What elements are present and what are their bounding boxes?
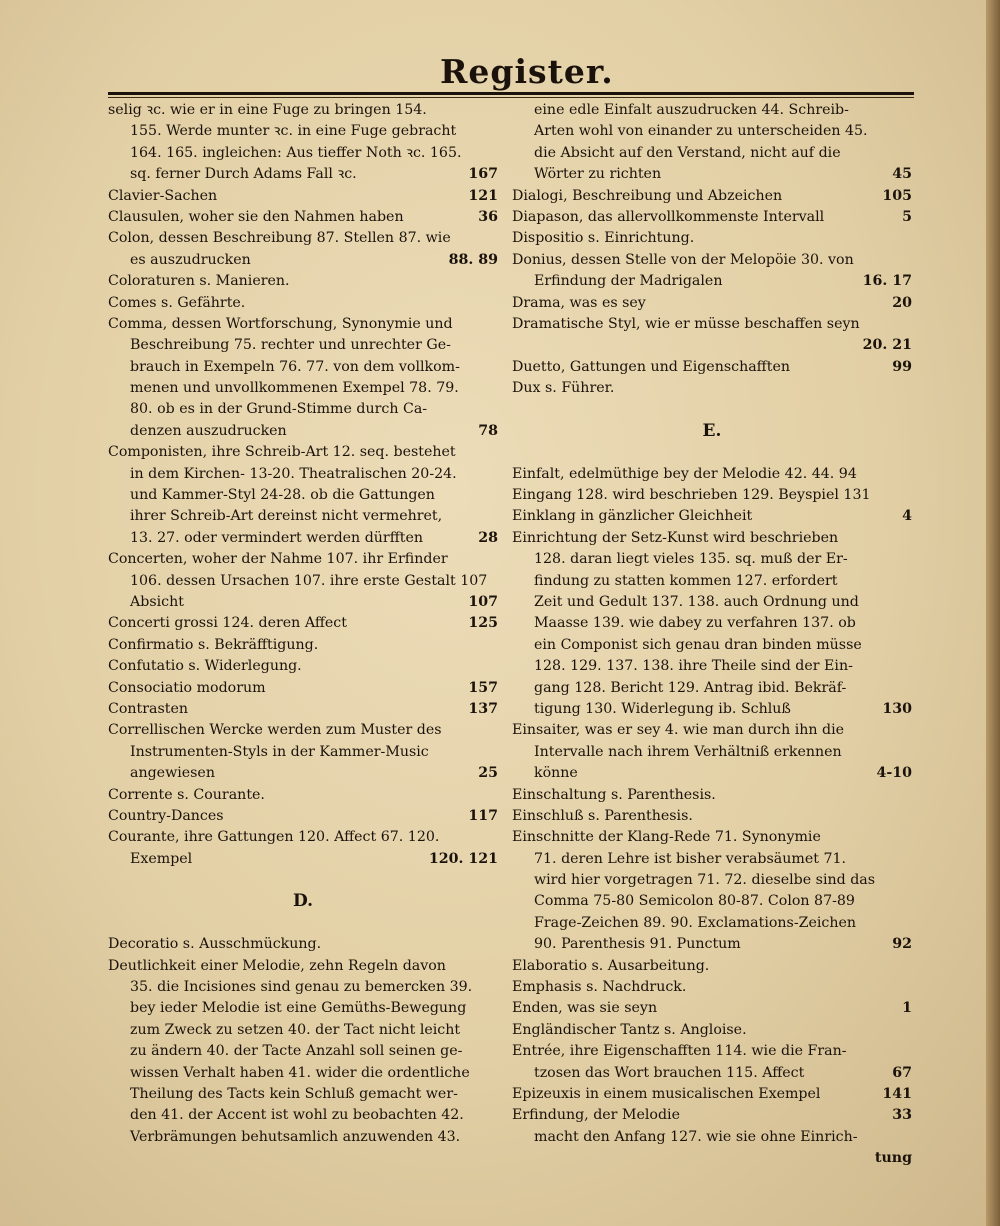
index-entry-line: [512, 763, 912, 784]
index-entry-line: [512, 849, 912, 870]
index-entry-line: [108, 378, 498, 399]
entry-text: Colon, dessen Beschreibung 87. Stellen 87. wie: [108, 230, 451, 247]
index-entry-line: [108, 314, 498, 335]
index-entry-line: [108, 699, 498, 720]
entry-text: Einsaiter, was er sey 4. wie man durch ihn die: [512, 722, 845, 739]
index-entry-line: [108, 656, 498, 677]
left-column: [108, 100, 498, 1148]
entry-text: selig ꝛc. wie er in eine Fuge zu bringen 154.: [108, 102, 427, 118]
index-entry-line: [512, 464, 912, 485]
entry-page-number: tung: [874, 1150, 912, 1167]
index-entry-line: [512, 528, 912, 549]
entry-text: Confutatio s. Widerlegung.: [108, 658, 302, 675]
index-entry-line: [512, 699, 912, 720]
index-entry-line: [512, 228, 912, 249]
entry-text: die Absicht auf den Verstand, nicht auf die: [534, 144, 841, 161]
index-entry-line: [108, 357, 498, 378]
entry-text: Dialogi, Beschreibung und Abzeichen: [512, 187, 783, 204]
index-entry-line: [512, 549, 912, 570]
index-entry-line: [108, 1041, 498, 1062]
index-entry-line: [108, 1084, 498, 1105]
entry-text: Concerti grossi 124. deren Affect: [108, 615, 347, 632]
entry-text: Coloraturen s. Manieren.: [108, 273, 290, 290]
entry-text: Beschreibung 75. rechter und unrechter Ge-: [130, 337, 451, 354]
entry-page-number: 25: [478, 765, 498, 782]
entry-text: 128. daran liegt vieles 135. sq. muß der Er-: [534, 551, 848, 568]
index-entry-line: [512, 100, 912, 121]
entry-text: Einschaltung s. Parenthesis.: [512, 786, 716, 803]
index-entry-line: [108, 271, 498, 292]
entry-text: Intervalle nach ihrem Verhältniß erkennen: [534, 743, 842, 760]
entry-text: Drama, was es sey: [512, 294, 646, 311]
entry-text: findung zu statten kommen 127. erfordert: [534, 572, 838, 589]
entry-text: 106. dessen Ursachen 107. ihre erste Gestalt 107: [130, 572, 488, 589]
index-entry-line: [512, 998, 912, 1019]
blank-line: [512, 442, 912, 463]
entry-text: 164. 165. ingleichen: Aus tieffer Noth ꝛc. 165.: [130, 144, 462, 161]
index-entry-line: [108, 164, 498, 185]
index-entry-line: [512, 378, 912, 399]
index-entry-line: [512, 956, 912, 977]
entry-text: Entrée, ihre Eigenschafften 114. wie die Fran-: [512, 1043, 847, 1060]
entry-page-number: 5: [902, 208, 912, 225]
index-entry-line: [108, 1105, 498, 1126]
entry-page-number: 130: [882, 700, 912, 717]
entry-page-number: 107: [468, 593, 498, 610]
entry-text: gang 128. Bericht 129. Antrag ibid. Bekräf-: [534, 679, 847, 696]
entry-page-number: 105: [882, 187, 912, 204]
entry-text: Instrumenten-Styls in der Kammer-Music: [130, 743, 429, 760]
entry-text: bey ieder Melodie ist eine Gemüths-Bewegung: [130, 1000, 467, 1017]
entry-page-number: 45: [892, 166, 912, 183]
entry-text: tigung 130. Widerlegung ib. Schluß: [534, 700, 791, 717]
index-entry-line: [512, 827, 912, 848]
index-entry-line: [108, 421, 498, 442]
entry-text: Contrasten: [108, 700, 188, 717]
index-entry-line: [512, 870, 912, 891]
index-entry-line: [512, 1063, 912, 1084]
entry-page-number: 88. 89: [448, 251, 498, 268]
entry-text: Comma, dessen Wortforschung, Synonymie und: [108, 315, 453, 332]
section-letter-heading: D.: [292, 891, 314, 912]
entry-text: Einschluß s. Parenthesis.: [512, 807, 693, 824]
entry-text: Comes s. Gefährte.: [108, 294, 246, 311]
index-entry-line: [108, 228, 498, 249]
entry-text: Diapason, das allervollkommenste Intervall: [512, 208, 825, 225]
entry-text: wird hier vorgetragen 71. 72. dieselbe sind das: [534, 872, 876, 889]
entry-text: 90. Parenthesis 91. Punctum: [534, 936, 741, 953]
index-entry-line: [108, 506, 498, 527]
index-entry-line: [108, 186, 498, 207]
entry-page-number: 121: [468, 187, 498, 204]
entry-text: Zeit und Gedult 137. 138. auch Ordnung und: [534, 593, 859, 610]
entry-text: brauch in Exempeln 76. 77. von dem vollkom-: [130, 358, 460, 375]
entry-page-number: 4-10: [876, 765, 912, 782]
header-rule-thin: [108, 97, 914, 98]
index-entry-line: [108, 956, 498, 977]
index-entry-line: [108, 335, 498, 356]
entry-text: Einklang in gänzlicher Gleichheit: [512, 508, 753, 525]
entry-text: Enden, was sie seyn: [512, 1000, 658, 1017]
index-entry-line: [108, 143, 498, 164]
entry-text: menen und unvollkommenen Exempel 78. 79.: [130, 380, 459, 397]
index-entry-line: [512, 250, 912, 271]
index-entry-line: [512, 913, 912, 934]
index-entry-line: [512, 485, 912, 506]
entry-page-number: 99: [892, 358, 912, 375]
entry-page-number: 1: [902, 1000, 912, 1017]
index-entry-line: [512, 143, 912, 164]
index-entry-line: [108, 1020, 498, 1041]
index-entry-line: [108, 250, 498, 271]
index-entry-line: [108, 485, 498, 506]
entry-page-number: 78: [478, 422, 498, 439]
header-rule-thick: [108, 92, 914, 95]
index-entry-line: [512, 314, 912, 335]
index-entry-line: [108, 100, 498, 121]
entry-text: Exempel: [130, 850, 193, 867]
entry-text: Courante, ihre Gattungen 120. Affect 67. 120.: [108, 829, 440, 846]
entry-text: Theilung des Tacts kein Schluß gemacht wer-: [130, 1085, 458, 1102]
entry-text: Maasse 139. wie dabey zu verfahren 137. ob: [534, 615, 856, 632]
entry-text: 155. Werde munter ꝛc. in eine Fuge gebracht: [130, 123, 457, 140]
entry-text: tzosen das Wort brauchen 115. Affect: [534, 1064, 805, 1081]
entry-text: 71. deren Lehre ist bisher verabsäumet 71.: [534, 850, 847, 867]
index-entry-line: [512, 335, 912, 356]
entry-text: ein Componist sich genau dran binden müsse: [534, 636, 862, 653]
index-entry-line: [512, 656, 912, 677]
entry-text: angewiesen: [130, 765, 215, 782]
index-entry-line: [512, 571, 912, 592]
entry-page-number: 20. 21: [862, 337, 912, 354]
index-entry-line: [512, 934, 912, 955]
index-entry-line: [512, 635, 912, 656]
entry-text: Comma 75-80 Semicolon 80-87. Colon 87-89: [534, 893, 855, 910]
entry-text: Dux s. Führer.: [512, 380, 615, 397]
entry-text: Einschnitte der Klang-Rede 71. Synonymie: [512, 829, 821, 846]
index-entry-line: [108, 293, 498, 314]
index-entry-line: [108, 399, 498, 420]
entry-text: Wörter zu richten: [534, 166, 662, 183]
entry-page-number: 117: [468, 807, 498, 824]
index-entry-line: [512, 121, 912, 142]
index-entry-line: [108, 571, 498, 592]
index-entry-line: [512, 592, 912, 613]
entry-text: Donius, dessen Stelle von der Melopöie 30. von: [512, 251, 854, 268]
entry-page-number: 141: [882, 1085, 912, 1102]
entry-text: Einfalt, edelmüthige bey der Melodie 42. 44. 94: [512, 465, 857, 482]
entry-text: ihrer Schreib-Art dereinst nicht vermehret,: [130, 508, 443, 525]
index-entry-line: [108, 849, 498, 870]
entry-text: Confirmatio s. Bekräfftigung.: [108, 636, 319, 653]
index-entry-line: [108, 763, 498, 784]
blank-line: [108, 870, 498, 891]
index-entry-line: [108, 442, 498, 463]
entry-text: Epizeuxis in einem musicalischen Exempel: [512, 1085, 821, 1102]
entry-page-number: 125: [468, 615, 498, 632]
index-entry-line: [108, 613, 498, 634]
index-entry-line: [108, 549, 498, 570]
entry-text: Einrichtung der Setz-Kunst wird beschrieben: [512, 529, 839, 546]
entry-text: Dispositio s. Einrichtung.: [512, 230, 695, 247]
index-entry-line: [108, 785, 498, 806]
index-entry-line: [108, 1063, 498, 1084]
entry-text: Clausulen, woher sie den Nahmen haben: [108, 208, 404, 225]
entry-text: Consociatio modorum: [108, 679, 266, 696]
index-entry-line: [108, 742, 498, 763]
entry-text: könne: [534, 765, 578, 782]
index-entry-line: [108, 934, 498, 955]
index-entry-line: [512, 720, 912, 741]
index-entry-line: [512, 1041, 912, 1062]
index-entry-line: [108, 528, 498, 549]
page-header-title: Register.: [440, 52, 614, 91]
entry-text: den 41. der Accent ist wohl zu beobachten 42.: [130, 1107, 464, 1124]
index-entry-line: [108, 635, 498, 656]
entry-text: Correllischen Wercke werden zum Muster des: [108, 722, 442, 739]
index-entry-line: [512, 293, 912, 314]
entry-text: Verbrämungen behutsamlich anzuwenden 43.: [130, 1128, 461, 1145]
entry-text: Componisten, ihre Schreib-Art 12. seq. bestehet: [108, 444, 456, 461]
entry-text: Country-Dances: [108, 807, 224, 824]
section-letter-heading: E.: [702, 420, 722, 441]
entry-text: sq. ferner Durch Adams Fall ꝛc.: [130, 166, 357, 183]
entry-text: denzen auszudrucken: [130, 422, 287, 439]
entry-text: Eingang 128. wird beschrieben 129. Beyspiel 131: [512, 487, 871, 504]
entry-text: es auszudrucken: [130, 251, 251, 268]
entry-text: Absicht: [130, 593, 184, 610]
entry-page-number: 120. 121: [428, 850, 498, 867]
index-entry-line: [512, 977, 912, 998]
index-entry-line: [512, 1105, 912, 1126]
index-entry-line: [108, 207, 498, 228]
entry-text: Erfindung, der Melodie: [512, 1107, 680, 1124]
entry-page-number: 167: [468, 166, 498, 183]
index-entry-line: [512, 1084, 912, 1105]
blank-line: [108, 913, 498, 934]
index-entry-line: [108, 1127, 498, 1148]
index-entry-line: [108, 464, 498, 485]
entry-text: zum Zweck zu setzen 40. der Tact nicht leicht: [130, 1021, 461, 1038]
entry-text: Corrente s. Courante.: [108, 786, 265, 803]
entry-page-number: 4: [902, 508, 912, 525]
index-entry-line: [108, 827, 498, 848]
entry-page-number: 67: [892, 1064, 912, 1081]
entry-text: 13. 27. oder vermindert werden dürfften: [130, 529, 424, 546]
index-entry-line: [108, 998, 498, 1019]
index-entry-line: [512, 806, 912, 827]
index-entry-line: [108, 121, 498, 142]
entry-text: Decoratio s. Ausschmückung.: [108, 936, 322, 953]
entry-text: Engländischer Tantz s. Angloise.: [512, 1021, 747, 1038]
entry-text: zu ändern 40. der Tacte Anzahl soll seinen ge-: [130, 1043, 463, 1060]
entry-text: Emphasis s. Nachdruck.: [512, 979, 687, 996]
index-entry-line: [108, 720, 498, 741]
entry-text: wissen Verhalt haben 41. wider die ordentliche: [130, 1064, 470, 1081]
entry-text: Deutlichkeit einer Melodie, zehn Regeln davon: [108, 957, 446, 974]
entry-page-number: 36: [478, 208, 498, 225]
entry-page-number: 20: [892, 294, 912, 311]
entry-text: Clavier-Sachen: [108, 187, 218, 204]
entry-text: 35. die Incisiones sind genau zu bemercken 39.: [130, 979, 473, 996]
entry-page-number: 28: [478, 529, 498, 546]
entry-text: 128. 129. 137. 138. ihre Theile sind der Ein-: [534, 658, 853, 675]
index-entry-line: [108, 678, 498, 699]
entry-text: macht den Anfang 127. wie sie ohne Einrich-: [534, 1128, 858, 1145]
entry-text: in dem Kirchen- 13-20. Theatralischen 20-24.: [130, 465, 457, 482]
entry-text: Arten wohl von einander zu unterscheiden 45.: [534, 123, 868, 140]
index-entry-line: [512, 613, 912, 634]
entry-text: Duetto, Gattungen und Eigenschafften: [512, 358, 790, 375]
index-entry-line: [512, 271, 912, 292]
entry-page-number: 33: [892, 1107, 912, 1124]
entry-text: Elaboratio s. Ausarbeitung.: [512, 957, 710, 974]
entry-text: eine edle Einfalt auszudrucken 44. Schreib-: [534, 102, 849, 118]
entry-page-number: 92: [892, 936, 912, 953]
index-entry-line: [512, 357, 912, 378]
index-entry-line: [512, 186, 912, 207]
entry-page-number: 157: [468, 679, 498, 696]
index-entry-line: [108, 806, 498, 827]
right-column: [512, 100, 912, 1170]
entry-text: Dramatische Styl, wie er müsse beschaffen seyn: [512, 315, 860, 332]
entry-text: Erfindung der Madrigalen: [534, 273, 723, 290]
index-entry-line: [512, 1020, 912, 1041]
entry-text: 80. ob es in der Grund-Stimme durch Ca-: [130, 401, 428, 418]
index-entry-line: [512, 742, 912, 763]
entry-text: und Kammer-Styl 24-28. ob die Gattungen: [130, 487, 435, 504]
index-entry-line: [512, 891, 912, 912]
index-entry-line: [512, 785, 912, 806]
entry-text: Frage-Zeichen 89. 90. Exclamations-Zeichen: [534, 914, 857, 931]
index-entry-line: [512, 678, 912, 699]
entry-page-number: 16. 17: [862, 273, 912, 290]
index-entry-line: [512, 164, 912, 185]
entry-text: Concerten, woher der Nahme 107. ihr Erfinder: [108, 551, 448, 568]
index-entry-line: [108, 977, 498, 998]
book-spine-edge: [986, 0, 1000, 1226]
index-entry-line: [512, 1127, 912, 1148]
index-entry-line: [512, 207, 912, 228]
index-entry-line: [512, 1148, 912, 1169]
entry-page-number: 137: [468, 700, 498, 717]
blank-line: [512, 399, 912, 420]
index-entry-line: [512, 506, 912, 527]
index-entry-line: [108, 592, 498, 613]
